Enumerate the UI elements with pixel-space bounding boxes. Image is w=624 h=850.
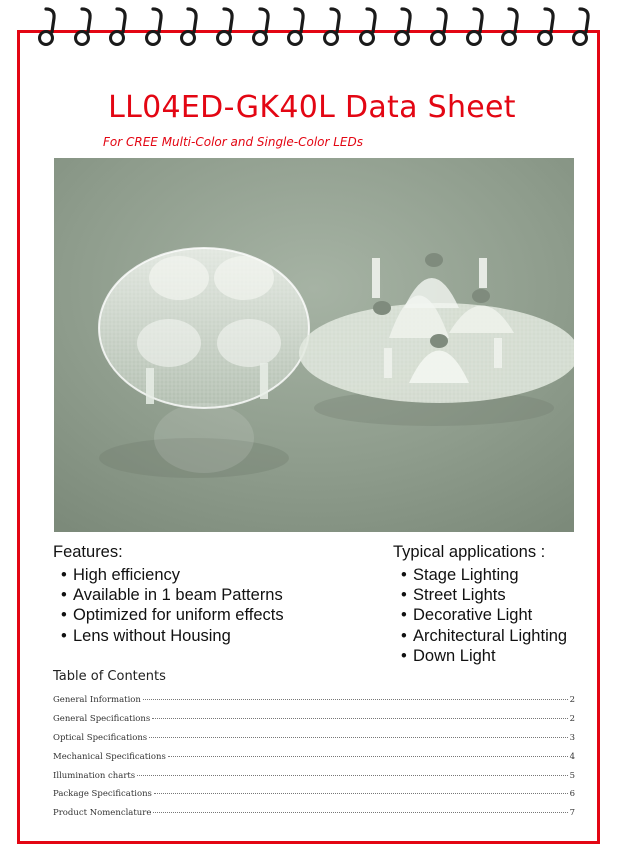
features-heading: Features:: [53, 543, 123, 561]
toc-leader-dots: [143, 699, 568, 700]
toc-entry-page: 4: [569, 751, 575, 762]
toc-entry-page: 5: [569, 770, 575, 781]
toc-entry[interactable]: [53, 771, 575, 790]
features-section: [53, 542, 284, 646]
application-item-label: Down Light: [413, 646, 496, 665]
bullet-icon: •: [61, 586, 67, 605]
bullet-icon: •: [401, 606, 407, 625]
applications-list: [393, 565, 567, 666]
binding-ring: [140, 6, 166, 52]
feature-item: [61, 585, 284, 605]
binding-ring: [247, 6, 273, 52]
toc-entry-label: General Specifications: [53, 713, 151, 724]
application-item: [401, 585, 567, 605]
document-subtitle: For CREE Multi-Color and Single-Color LEDs: [103, 135, 364, 149]
document-title: LL04ED-GK40L Data Sheet: [108, 90, 516, 125]
bullet-icon: •: [401, 646, 407, 665]
applications-section: [393, 542, 567, 666]
binding-ring: [354, 6, 380, 52]
toc-entry-page: 6: [569, 789, 575, 800]
application-item-label: Stage Lighting: [413, 566, 519, 584]
toc-leader-dots: [152, 718, 567, 719]
toc-entry-label: General Information: [53, 695, 141, 705]
binding-ring: [318, 6, 344, 52]
binding-ring: [496, 6, 522, 52]
feature-item: [61, 565, 284, 585]
feature-item: [61, 626, 284, 646]
bullet-icon: •: [61, 606, 67, 625]
toc-entry-page: 2: [569, 713, 575, 724]
bullet-icon: •: [401, 586, 407, 605]
table-of-contents: [53, 695, 575, 827]
toc-entry-label: Illumination charts: [53, 770, 136, 781]
toc-entry[interactable]: [53, 789, 575, 808]
toc-entry-label: Product Nomenclature: [53, 808, 152, 819]
application-item: [401, 565, 567, 585]
binding-ring: [33, 6, 59, 52]
binding-ring: [69, 6, 95, 52]
binding-ring: [461, 6, 487, 52]
application-item: [401, 626, 567, 646]
toc-entry[interactable]: [53, 714, 575, 733]
toc-entry-label: Mechanical Specifications: [53, 751, 166, 762]
feature-item-label: Lens without Housing: [73, 626, 231, 645]
product-photo: [54, 158, 574, 532]
application-item-label: Decorative Light: [413, 606, 533, 625]
application-item-label: Street Lights: [413, 586, 506, 605]
binding-ring: [389, 6, 415, 52]
toc-entry[interactable]: [53, 752, 575, 771]
binding-ring: [567, 6, 593, 52]
toc-entry-label: Optical Specifications: [53, 732, 148, 743]
feature-item: [61, 605, 284, 625]
binding-ring: [104, 6, 130, 52]
toc-entry-page: 2: [569, 695, 575, 705]
toc-entry-page: 3: [569, 732, 575, 743]
feature-item-label: Optimized for uniform effects: [73, 606, 284, 625]
toc-leader-dots: [168, 756, 568, 757]
binding-ring: [211, 6, 237, 52]
toc-entry[interactable]: [53, 733, 575, 752]
applications-heading: Typical applications :: [393, 543, 546, 561]
toc-entry-page: 7: [569, 808, 575, 819]
toc-title: Table of Contents: [53, 669, 166, 684]
binding-ring: [532, 6, 558, 52]
binding-ring: [282, 6, 308, 52]
feature-item-label: Available in 1 beam Patterns: [73, 586, 283, 605]
application-item: [401, 646, 567, 666]
application-item: [401, 605, 567, 625]
spiral-binding: [0, 0, 624, 60]
binding-ring: [175, 6, 201, 52]
toc-leader-dots: [153, 812, 567, 813]
bullet-icon: •: [61, 626, 67, 645]
toc-leader-dots: [154, 793, 568, 794]
feature-item-label: High efficiency: [73, 566, 181, 584]
binding-ring: [425, 6, 451, 52]
application-item-label: Architectural Lighting: [413, 626, 568, 645]
features-list: [53, 565, 284, 646]
bullet-icon: •: [401, 566, 407, 584]
toc-leader-dots: [137, 775, 567, 776]
toc-leader-dots: [149, 737, 567, 738]
toc-entry-label: Package Specifications: [53, 789, 152, 800]
bullet-icon: •: [61, 566, 67, 584]
toc-entry[interactable]: [53, 695, 575, 714]
toc-entry[interactable]: [53, 808, 575, 827]
bullet-icon: •: [401, 626, 407, 645]
